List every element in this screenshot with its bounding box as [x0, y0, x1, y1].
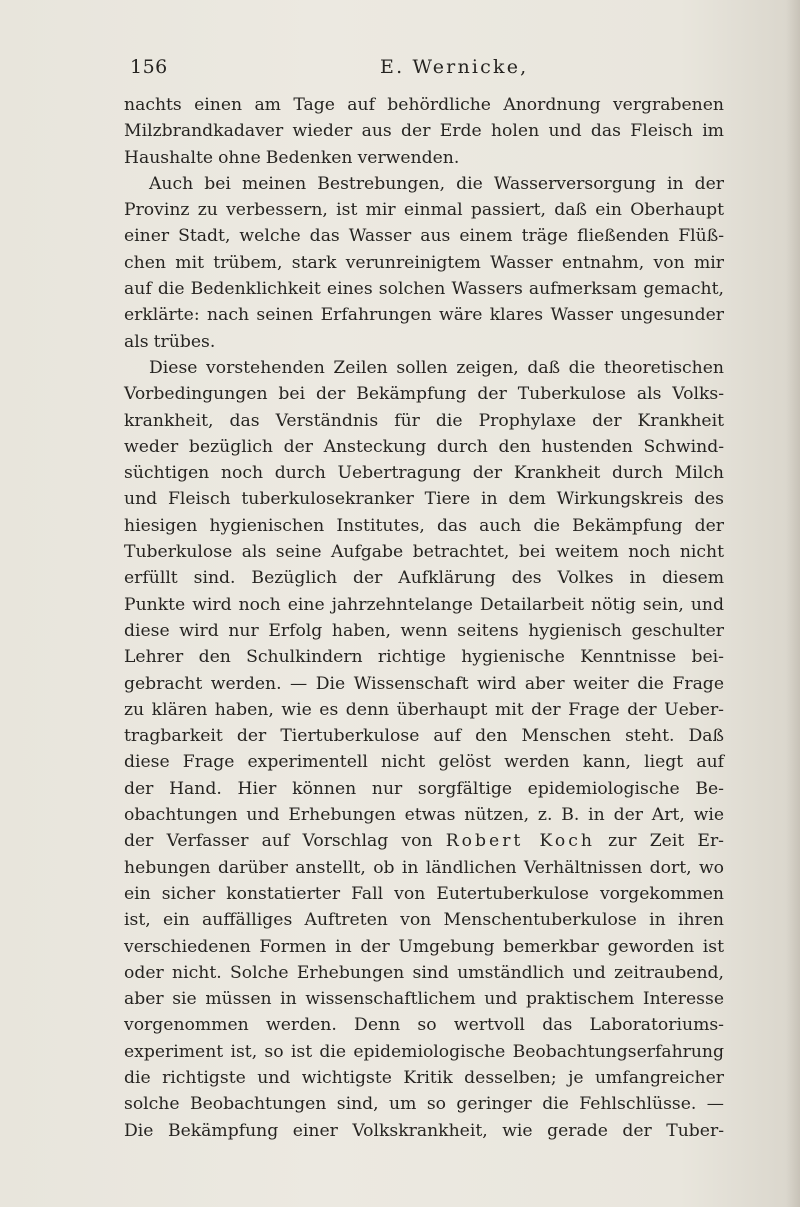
text-line: Punkte wird noch eine jahrzehntelange Detailarbeit nötig sein, und [124, 594, 724, 615]
spaced-author-name: Robert Koch [445, 831, 595, 852]
text-line: Lehrer den Schulkindern richtige hygienische Kenntnisse bei- [124, 647, 724, 668]
text-line: verschiedenen Formen in der Umgebung bemerkbar geworden ist [124, 936, 724, 957]
text-line: hebungen darüber anstellt, ob in ländlichen Verhältnissen dort, wo [124, 857, 724, 878]
text-line: erklärte: nach seinen Erfahrungen wäre klares Wasser ungesunder [124, 305, 724, 326]
text-line: auf die Bedenklichkeit eines solchen Wassers aufmerksam gemacht, [124, 279, 724, 300]
body-text [124, 92, 724, 1144]
text-line: diese wird nur Erfolg haben, wenn seitens hygienisch geschulter [124, 620, 724, 641]
text-line: die richtigste und wichtigste Kritik desselben; je umfangreicher [124, 1067, 724, 1088]
page-header [130, 56, 710, 86]
text-line: einer Stadt, welche das Wasser aus einem träge fließenden Flüß- [124, 226, 724, 247]
text-line: und Fleisch tuberkulosekranker Tiere in dem Wirkungskreis des [124, 489, 724, 510]
text-line: obachtungen und Erhebungen etwas nützen, z. B. in der Art, wie [124, 805, 724, 826]
text-line: diese Frage experimentell nicht gelöst werden kann, liegt auf [124, 752, 724, 773]
text-line-with-spaced-name [124, 828, 724, 854]
paragraph-start-line: Auch bei meinen Bestrebungen, die Wasserversorgung in der [149, 173, 724, 194]
text-line: Milzbrandkadaver wieder aus der Erde holen und das Fleisch im [124, 121, 724, 142]
text-line: weder bezüglich der Ansteckung durch den hustenden Schwind- [124, 436, 724, 457]
text-line: gebracht werden. — Die Wissenschaft wird aber weiter die Frage [124, 673, 724, 694]
page-edge-shadow [786, 0, 800, 1207]
text-line: der Hand. Hier können nur sorgfältige epidemiologische Be- [124, 778, 724, 799]
text-line: zu klären haben, wie es denn überhaupt mit der Frage der Ueber- [124, 699, 724, 720]
text-line: erfüllt sind. Bezüglich der Aufklärung des Volkes in diesem [124, 568, 724, 589]
text-line: krankheit, das Verständnis für die Prophylaxe der Krankheit [124, 410, 724, 431]
text-line: Haushalte ohne Bedenken verwenden. [124, 147, 460, 168]
text-line: solche Beobachtungen sind, um so geringer die Fehlschlüsse. — [124, 1094, 724, 1115]
text-line: süchtigen noch durch Uebertragung der Krankheit durch Milch [124, 463, 724, 484]
text-line: als trübes. [124, 331, 216, 352]
page-number: 156 [130, 56, 168, 78]
text-line: vorgenommen werden. Denn so wertvoll das Laboratoriums- [124, 1015, 724, 1036]
text-line: experiment ist, so ist die epidemiologische Beobachtungserfahrung [124, 1041, 724, 1062]
text-segment: zur Zeit Er- [594, 831, 724, 852]
text-line: nachts einen am Tage auf behördliche Anordnung vergrabenen [124, 95, 724, 115]
text-segment: der Verfasser auf Vorschlag von [124, 831, 446, 852]
text-line: Vorbedingungen bei der Bekämpfung der Tuberkulose als Volks- [124, 384, 724, 405]
text-line: Provinz zu verbessern, ist mir einmal passiert, daß ein Oberhaupt [124, 200, 724, 221]
text-line: Tuberkulose als seine Aufgabe betrachtet, bei weitem noch nicht [124, 542, 724, 563]
text-line: oder nicht. Solche Erhebungen sind umständlich und zeitraubend, [124, 962, 724, 983]
text-line: ein sicher konstatierter Fall von Eutertuberkulose vorgekommen [124, 883, 724, 904]
text-line: hiesigen hygienischen Institutes, das auch die Bekämpfung der [124, 515, 724, 536]
text-line: Die Bekämpfung einer Volkskrankheit, wie gerade der Tuber- [124, 1120, 724, 1141]
text-line: chen mit trübem, stark verunreinigtem Wasser entnahm, von mir [124, 252, 724, 273]
text-line: aber sie müssen in wissenschaftlichem und praktischem Interesse [124, 989, 724, 1010]
paragraph-start-line: Diese vorstehenden Zeilen sollen zeigen, daß die theoretischen [149, 357, 724, 378]
text-line: tragbarkeit der Tiertuberkulose auf den Menschen steht. Daß [124, 726, 724, 747]
running-head: E. Wernicke, [380, 56, 529, 78]
text-line: ist, ein auffälliges Auftreten von Menschentuberkulose in ihren [124, 910, 724, 931]
